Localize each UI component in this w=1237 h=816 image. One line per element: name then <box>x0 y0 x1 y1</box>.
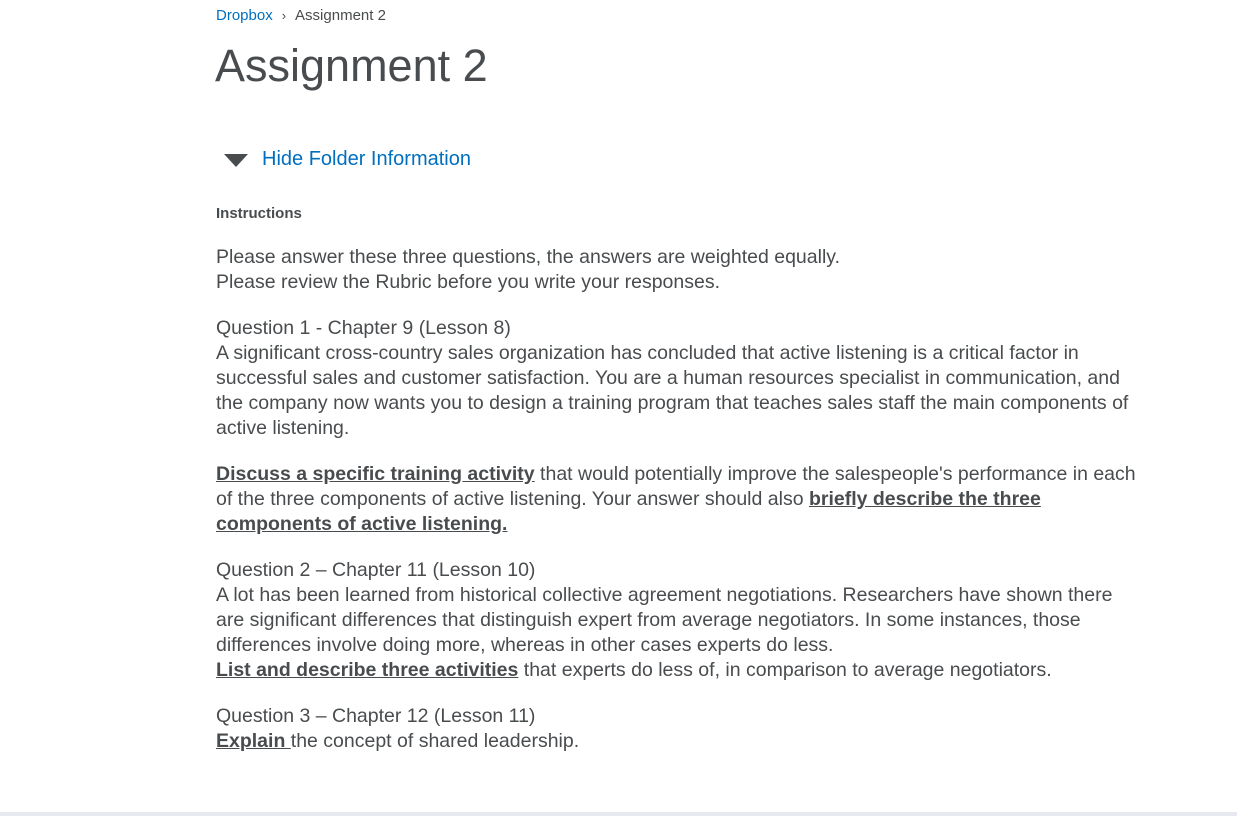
intro-paragraph <box>216 245 1136 295</box>
breadcrumb <box>216 6 386 26</box>
breadcrumb-link-dropbox[interactable]: Dropbox <box>216 7 273 24</box>
breadcrumb-current: Assignment 2 <box>295 7 386 24</box>
question-3-task-text: the concept of shared leadership. <box>290 730 580 752</box>
intro-line-1: Please answer these three questions, the answers are weighted equally. <box>216 246 841 268</box>
question-1-body: A significant cross-country sales organization has concluded that active listening is a critical factor in successful sales and customer satisfaction. You are a human resources specialist in communication, and the company now wants you to design a training program that teaches sales staff the main components of active listening. <box>216 342 1129 439</box>
question-1-task <box>216 462 1136 537</box>
question-1-heading: Question 1 - Chapter 9 (Lesson 8) <box>216 317 511 339</box>
question-2-body: A lot has been learned from historical collective agreement negotiations. Researchers have shown there are significant differences that distinguish expert from average negotiators. In some instances, those differences involve doing more, whereas in other cases experts do less. <box>216 584 1113 656</box>
hide-folder-information-label[interactable]: Hide Folder Information <box>262 148 471 170</box>
intro-line-2: Please review the Rubric before you write your responses. <box>216 271 720 293</box>
question-2-heading: Question 2 – Chapter 11 (Lesson 10) <box>216 559 536 581</box>
question-3-paragraph <box>216 704 1136 754</box>
breadcrumb-separator-icon: › <box>281 8 287 23</box>
question-2-task-emphasis: List and describe three activities <box>216 659 519 681</box>
question-2-paragraph <box>216 558 1136 683</box>
question-3-task-emphasis: Explain <box>216 730 291 752</box>
question-3-heading: Question 3 – Chapter 12 (Lesson 11) <box>216 705 536 727</box>
hide-folder-information-toggle[interactable] <box>224 146 471 172</box>
page-bottom-divider <box>0 812 1237 816</box>
question-1-task-emphasis: Discuss a specific training activity <box>216 463 535 485</box>
instructions-content <box>216 245 1136 775</box>
question-1-task-emphasis-2: briefly describe the three components of active listening. <box>216 488 1041 535</box>
question-1-paragraph <box>216 316 1136 441</box>
page-title: Assignment 2 <box>215 40 488 91</box>
question-2-task-text: that experts do less of, in comparison to average negotiators. <box>518 659 1052 681</box>
question-1-task-text: that would potentially improve the salespeople's performance in each of the three components of active listening. Your answer should also <box>216 463 1136 510</box>
caret-down-icon <box>224 154 248 167</box>
instructions-heading: Instructions <box>216 205 302 222</box>
